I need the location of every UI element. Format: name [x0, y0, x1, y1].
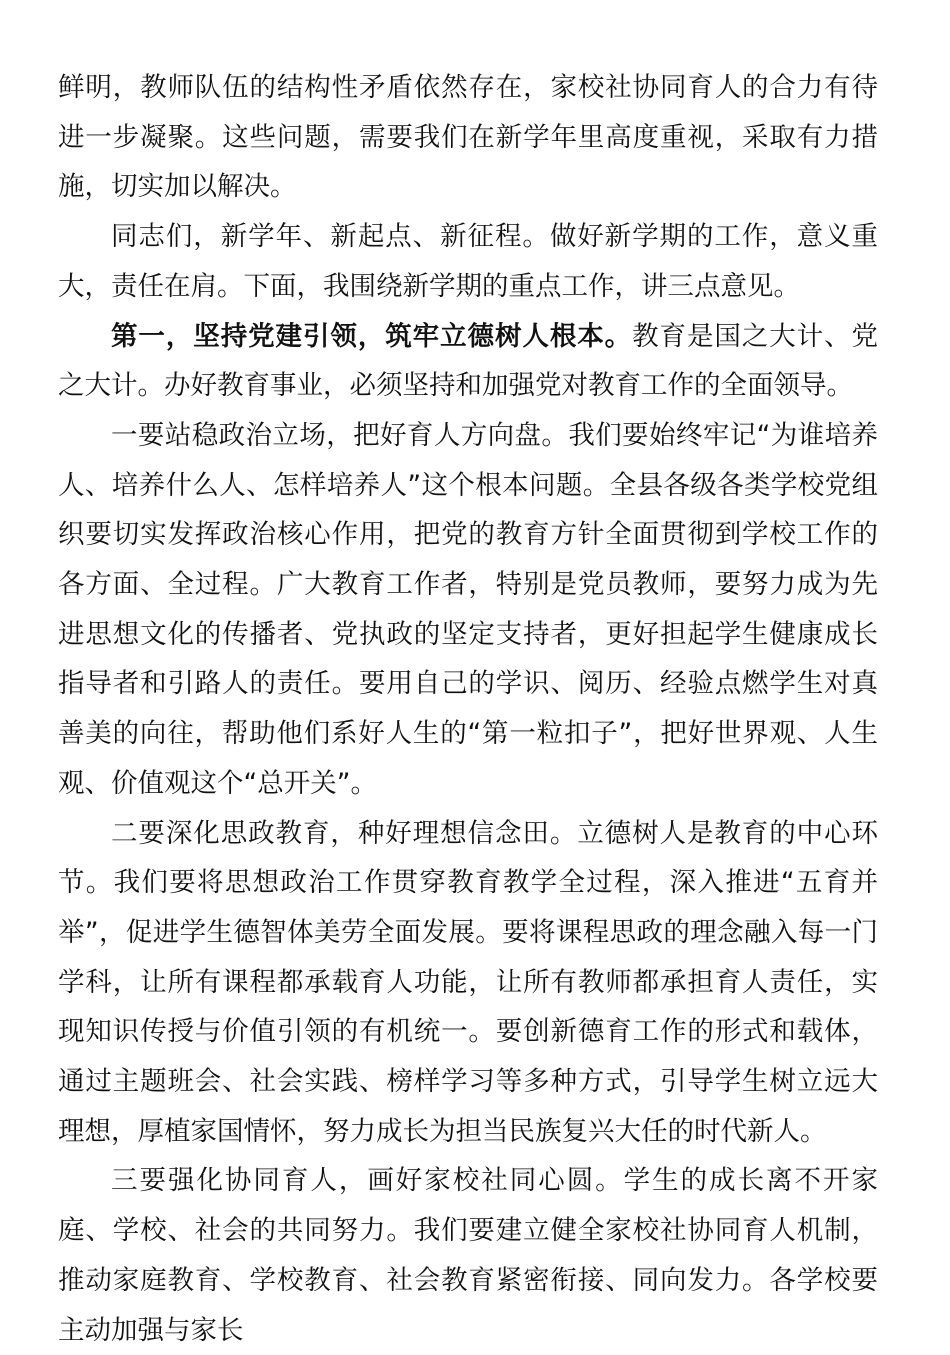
section-heading: 第一，坚持党建引领，筑牢立德树人根本。: [111, 320, 633, 352]
paragraph-2: [58, 212, 878, 311]
paragraph-text: 二要深化思政教育，种好理想信念田。立德树人是教育的中心环节。我们要将思想政治工作贯穿教育教学全过程，深入推进“五育并举”，促进学生德智体美劳全面发展。要将课程思政的理念融入每一门学科，让所有课程都承载育人功能，让所有教师都承担育人责任，实现知识传授与价值引领的有机统一。要创新德育工作的形式和载体，通过主题班会、社会实践、榜样学习等多种方式，引导学生树立远大理想，厚植家国情怀，努力成长为担当民族复兴大任的时代新人。: [58, 817, 878, 1147]
document-page: [58, 63, 878, 1355]
paragraph-text: 一要站稳政治立场，把好育人方向盘。我们要始终牢记“为谁培养人、培养什么人、怎样培养人”这个根本问题。全县各级各类学校党组织要切实发挥政治核心作用，把党的教育方针全面贯彻到学校工作的各方面、全过程。广大教育工作者，特别是党员教师，要努力成为先进思想文化的传播者、党执政的坚定支持者，更好担起学生健康成长指导者和引路人的责任。要用自己的学识、阅历、经验点燃学生对真善美的向往，帮助他们系好人生的“第一粒扣子”，把好世界观、人生观、价值观这个“总开关”。: [58, 419, 878, 799]
paragraph-text: 鲜明，教师队伍的结构性矛盾依然存在，家校社协同育人的合力有待进一步凝聚。这些问题，需要我们在新学年里高度重视，采取有力措施，切实加以解决。: [58, 72, 878, 203]
paragraph-5: [58, 809, 878, 1157]
paragraph-3: [58, 312, 878, 411]
paragraph-6: [58, 1156, 878, 1355]
paragraph-4: [58, 411, 878, 809]
paragraph-text: 三要强化协同育人，画好家校社同心圆。学生的成长离不开家庭、学校、社会的共同努力。我们要建立健全家校社协同育人机制，推动家庭教育、学校教育、社会教育紧密衔接、同向发力。各学校要主动加强与家长: [58, 1165, 878, 1346]
paragraph-1: [58, 63, 878, 212]
paragraph-text: 教育是国之大计、党之大计。办好教育事业，必须坚持和加强党对教育工作的全面领导。: [58, 320, 879, 402]
paragraph-text: 同志们，新学年、新起点、新征程。做好新学期的工作，意义重大，责任在肩。下面，我围绕新学期的重点工作，讲三点意见。: [58, 221, 878, 302]
